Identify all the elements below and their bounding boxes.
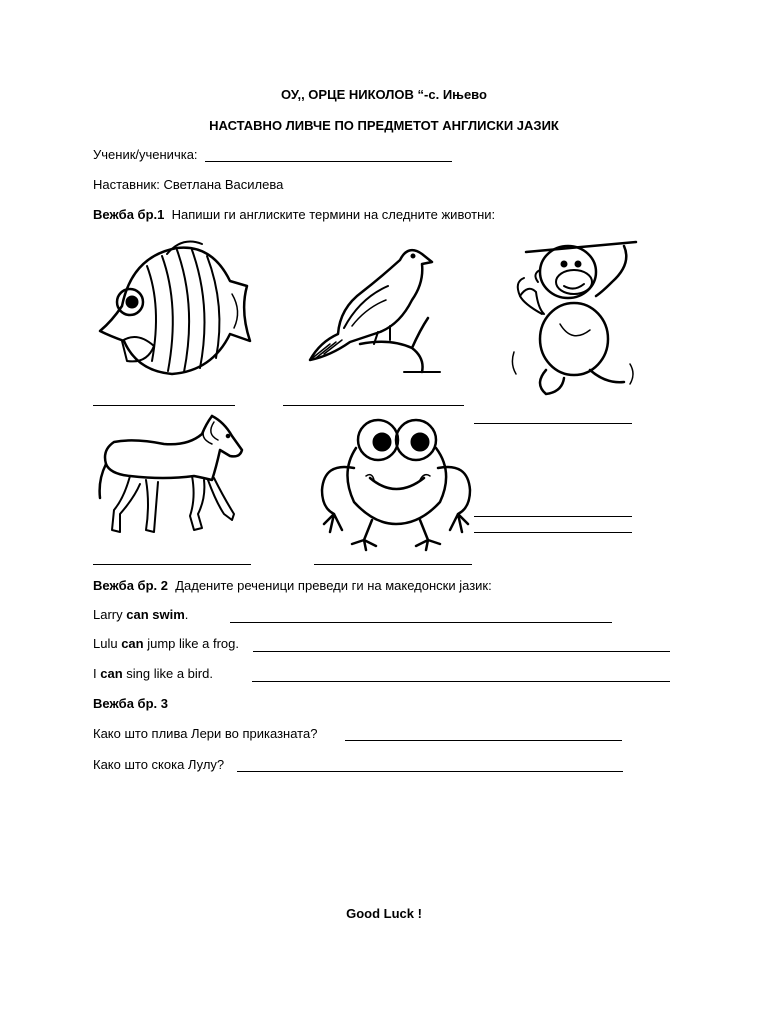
translation-line-2[interactable] — [253, 651, 670, 652]
answer-line-frog-2[interactable] — [474, 532, 632, 533]
sentence-2-post: jump like a frog. — [143, 636, 239, 651]
exercise2-instruction: Дадените реченици преведи ги на македонски јазик: — [175, 578, 492, 593]
fish-icon — [92, 236, 252, 384]
sentence-3-post: sing like a bird. — [122, 666, 213, 681]
sentence-2-pre: Lulu — [93, 636, 122, 651]
question-2: Како што скока Лулу? — [93, 757, 225, 772]
student-name-line[interactable] — [205, 161, 452, 162]
sentence-1-post: . — [184, 607, 189, 622]
translation-line-1[interactable] — [230, 622, 612, 623]
monkey-icon — [506, 234, 642, 402]
exercise1-line — [93, 207, 495, 223]
teacher-name: Светлана Василева — [163, 177, 284, 192]
exercise1-instruction: Напиши ги англиските термини на следните животни: — [171, 207, 496, 222]
answer-line-frog-1[interactable] — [474, 516, 632, 517]
translation-line-3[interactable] — [252, 681, 670, 682]
horse-icon — [94, 410, 246, 540]
sentence-2-bold: can — [121, 636, 144, 651]
answer-line-monkey[interactable] — [474, 423, 632, 424]
teacher-label: Наставник: — [93, 177, 160, 192]
frog-icon — [316, 412, 476, 552]
answer-line-question-2[interactable] — [237, 771, 623, 772]
exercise3-heading: Вежба бр. 3 — [93, 696, 168, 711]
answer-line-question-1[interactable] — [345, 740, 622, 741]
exercise1-heading: Вежба бр.1 — [93, 207, 165, 222]
bird-icon — [300, 238, 448, 378]
student-label: Ученик/ученичка: — [93, 147, 198, 162]
footer-good-luck: Good Luck ! — [346, 906, 422, 921]
question-1: Како што плива Лери во приказната? — [93, 726, 318, 741]
exercise2-line — [93, 578, 492, 594]
teacher-line — [93, 177, 283, 193]
sentence-2 — [93, 636, 239, 652]
sentence-3-bold: can — [100, 666, 123, 681]
answer-line-horse[interactable] — [93, 564, 251, 565]
answer-line-fish[interactable] — [93, 405, 235, 406]
sentence-1-bold: can swim — [126, 607, 185, 622]
sentence-1 — [93, 607, 188, 623]
sentence-3 — [93, 666, 213, 682]
exercise2-heading: Вежба бр. 2 — [93, 578, 168, 593]
sentence-3-pre: I — [93, 666, 101, 681]
answer-line-bird[interactable] — [283, 405, 464, 406]
answer-line-frog-3[interactable] — [314, 564, 472, 565]
page-title: НАСТАВНО ЛИВЧЕ ПО ПРЕДМЕТОТ АНГЛИСКИ ЈАЗИК — [209, 118, 559, 133]
sentence-1-pre: Larry — [93, 607, 127, 622]
school-name: ОУ,, ОРЦЕ НИКОЛОВ “-с. Ињево — [281, 87, 487, 102]
